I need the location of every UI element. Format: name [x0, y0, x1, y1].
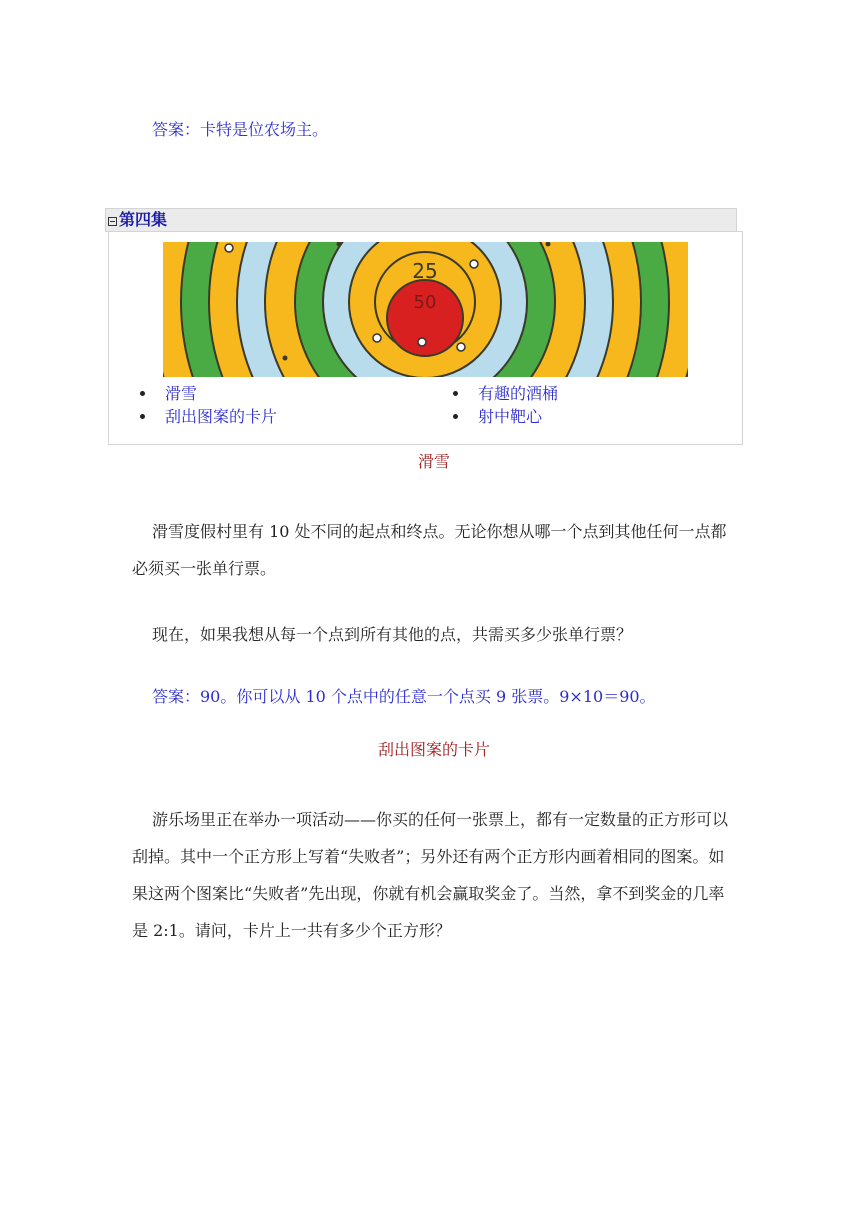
- section-bar[interactable]: [105, 208, 737, 232]
- bullet-icon: [140, 391, 145, 396]
- ring-label-25: 25: [412, 259, 438, 283]
- collapse-icon[interactable]: [108, 217, 117, 226]
- menu-item-card[interactable]: 刮出图案的卡片: [140, 404, 277, 427]
- bullet-icon: [140, 414, 145, 419]
- menu-item-barrel[interactable]: 有趣的酒桶: [453, 381, 558, 404]
- target-image: [163, 242, 688, 377]
- bullseye-illustration: [163, 242, 688, 377]
- menu-item-bullseye[interactable]: 射中靶心: [453, 404, 542, 427]
- ski-paragraph-1: 滑雪度假村里有 10 处不同的起点和终点。无论你想从哪一个点到其他任何一点都必须买一张单行票。: [132, 522, 727, 578]
- ring-label-50: 50: [413, 292, 437, 313]
- card-paragraph-1: 游乐场里正在举办一项活动——你买的任何一张票上，都有一定数量的正方形可以刮掉。其中一个正方形上写着“失败者”；另外还有两个正方形内画着相同的图案。如果这两个图案比“失败者”先出现，你就有机会赢取奖金了。当然，拿不到奖金的几率是 2:1。请问，卡片上一共有多少个正方形？: [132, 810, 729, 940]
- card-heading: 刮出图案的卡片: [377, 740, 490, 759]
- bullet-icon: [453, 391, 458, 396]
- section-title: 第四集: [119, 210, 168, 229]
- ski-heading: 滑雪: [417, 452, 450, 471]
- bullet-icon: [453, 414, 458, 419]
- answer-farmer: 答案：卡特是位农场主。: [152, 120, 329, 139]
- ski-answer: 答案：90。你可以从 10 个点中的任意一个点买 9 张票。9×10＝90。: [152, 687, 656, 706]
- menu-item-ski[interactable]: 滑雪: [140, 381, 197, 404]
- ski-paragraph-2: 现在，如果我想从每一个点到所有其他的点，共需买多少张单行票？: [152, 625, 633, 644]
